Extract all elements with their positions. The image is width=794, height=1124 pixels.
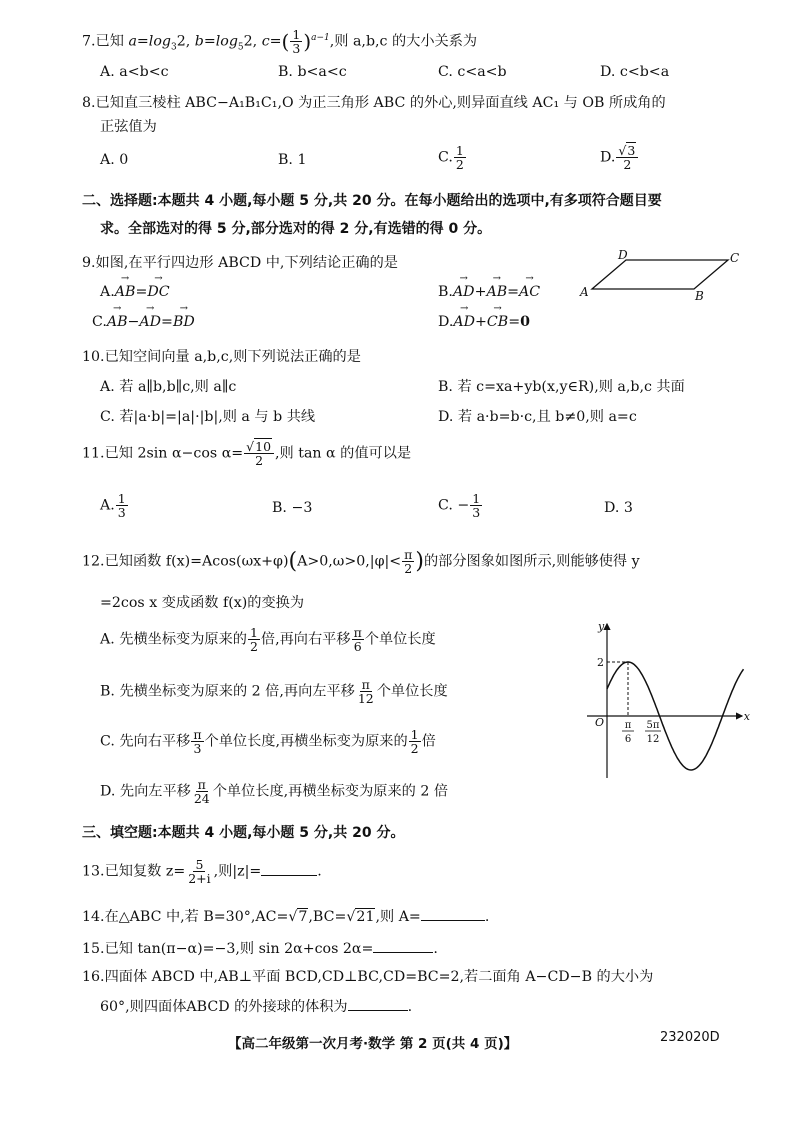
parallelogram-shape [592, 260, 728, 289]
q13-answer-blank[interactable] [261, 874, 317, 876]
q14-stem: 14.在△ABC 中,若 B=30°,AC=√7,BC=√21,则 A= . [82, 909, 490, 925]
y-tick-2: 2 [597, 656, 604, 669]
q15-stem: 15.已知 tan(π−α)=−3,则 sin 2α+cos 2α= . [82, 941, 438, 957]
q8-option-a[interactable]: A. 0 [100, 152, 129, 168]
origin-label: O [595, 716, 605, 729]
q10-option-b[interactable]: B. 若 c=xa+yb(x,y∈R),则 a,b,c 共面 [438, 379, 685, 395]
q7-option-a[interactable]: A. a<b<c [100, 64, 169, 80]
section-2-heading-cont: 求。全部选对的得 5 分,部分选对的得 2 分,有选错的得 0 分。 [100, 221, 492, 237]
q12-option-b[interactable]: B. 先横坐标变为原来的 2 倍,再向左平移 $\frac{\pi}{12}$ 个单位长度 [100, 677, 448, 707]
q12-option-a[interactable]: A. 先横坐标变为原来的 $\frac{1}{2}$ 倍,再向右平移 $\frac{\pi}{6}$ 个单位长度 [100, 625, 436, 655]
q11-option-a[interactable]: A. $\frac{1}{3}$ [100, 491, 126, 521]
q9-parallelogram-figure [578, 248, 743, 304]
q11-option-b[interactable]: B. −3 [272, 500, 313, 516]
q10-option-a[interactable]: A. 若 a∥b,b∥c,则 a∥c [100, 379, 237, 395]
q7-option-c[interactable]: C. c<a<b [438, 64, 507, 80]
q12-stem-cont: =2cos x 变成函数 f(x)的变换为 [100, 595, 305, 611]
q16-stem: 16.四面体 ABCD 中,AB⊥平面 BCD,CD⊥BC,CD=BC=2,若二面角 A−CD−B 的大小为 [82, 969, 654, 985]
q14-answer-blank[interactable] [421, 919, 485, 921]
q9-option-d[interactable]: D.→ AD+→ CB=0 [438, 314, 530, 330]
q9-option-c[interactable]: C.→ AB−→ AD=→ BD [92, 314, 195, 330]
q12-cosine-graph [582, 618, 754, 786]
vertex-label-d: D [618, 248, 628, 262]
page-footer-title: 【高二年级第一次月考·数学 第 2 页(共 4 页)】 [228, 1036, 518, 1052]
vertex-label-c: C [730, 251, 740, 265]
q11-stem: 11.已知 2sin α−cos α= $\frac{√10}{2}$ ,则 tan α 的值可以是 [82, 439, 412, 469]
q11-option-d[interactable]: D. 3 [604, 500, 633, 516]
q12-option-c[interactable]: C. 先向右平移 $\frac{\pi}{3}$ 个单位长度,再横坐标变为原来的 $\frac{1}{2}$ 倍 [100, 727, 436, 757]
x-tick-5pi12-den: 12 [646, 734, 660, 745]
q8-stem-cont: 正弦值为 [100, 119, 157, 135]
x-tick-5pi12-num: 5π [646, 720, 660, 731]
page-footer-code: 232020D [660, 1030, 720, 1045]
vertex-label-b: B [695, 289, 704, 303]
q16-stem-cont: 60°,则四面体ABCD 的外接球的体积为 . [100, 999, 413, 1015]
q13-stem: 13.已知复数 z= $\frac{5}{2+i}$ ,则|z|= . [82, 857, 322, 887]
x-axis-label: x [743, 710, 750, 723]
section-3-heading: 三、填空题:本题共 4 小题,每小题 5 分,共 20 分。 [82, 825, 405, 841]
q12-stem: 12.已知函数 f(x)=Acos(ωx+φ)(A>0,ω>0,|φ|< $\frac{\pi}{2}$ )的部分图象如图所示,则能够使得 y [82, 547, 640, 577]
x-tick-pi6-num: π [624, 720, 632, 731]
q8-stem: 8.已知直三棱柱 ABC−A₁B₁C₁,O 为正三角形 ABC 的外心,则异面直线 AC₁ 与 OB 所成角的 [82, 95, 666, 111]
q15-answer-blank[interactable] [373, 951, 433, 953]
q16-answer-blank[interactable] [348, 1009, 408, 1011]
q10-option-c[interactable]: C. 若|a·b|=|a|·|b|,则 a 与 b 共线 [100, 409, 316, 425]
q8-option-d[interactable]: D. $\frac{√3}{2}$ [600, 144, 639, 171]
y-axis-label: y [598, 620, 605, 633]
section-2-heading: 二、选择题:本题共 4 小题,每小题 5 分,共 20 分。在每小题给出的选项中,有多项符合题目要 [82, 193, 662, 209]
q7-option-d[interactable]: D. c<b<a [600, 64, 670, 80]
q9-stem: 9.如图,在平行四边形 ABCD 中,下列结论正确的是 [82, 255, 398, 271]
q12-option-d[interactable]: D. 先向左平移 $\frac{\pi}{24}$ 个单位长度,再横坐标变为原来的 2 倍 [100, 777, 449, 807]
q8-option-b[interactable]: B. 1 [278, 152, 307, 168]
q10-option-d[interactable]: D. 若 a·b=b·c,且 b≠0,则 a=c [438, 409, 637, 425]
q7-stem: 7.已知 $a=\log_32$, $b=\log_52$, c=( $\frac{1}{3}$ )$^{a-1}$,则 a,b,c 的大小关系为 [82, 27, 478, 57]
q7-option-b[interactable]: B. b<a<c [278, 64, 347, 80]
q9-option-b[interactable]: B.→ AD+→ AB=→ AC [438, 284, 540, 300]
q10-stem: 10.已知空间向量 a,b,c,则下列说法正确的是 [82, 349, 361, 365]
vertex-label-a: A [580, 285, 589, 299]
q9-option-a[interactable]: A.→ AB=→ DC [100, 284, 170, 300]
q11-option-c[interactable]: C. − $\frac{1}{3}$ [438, 491, 481, 521]
x-tick-pi6-den: 6 [624, 734, 632, 745]
q8-option-c[interactable]: C. $\frac{1}{2}$ [438, 143, 464, 173]
